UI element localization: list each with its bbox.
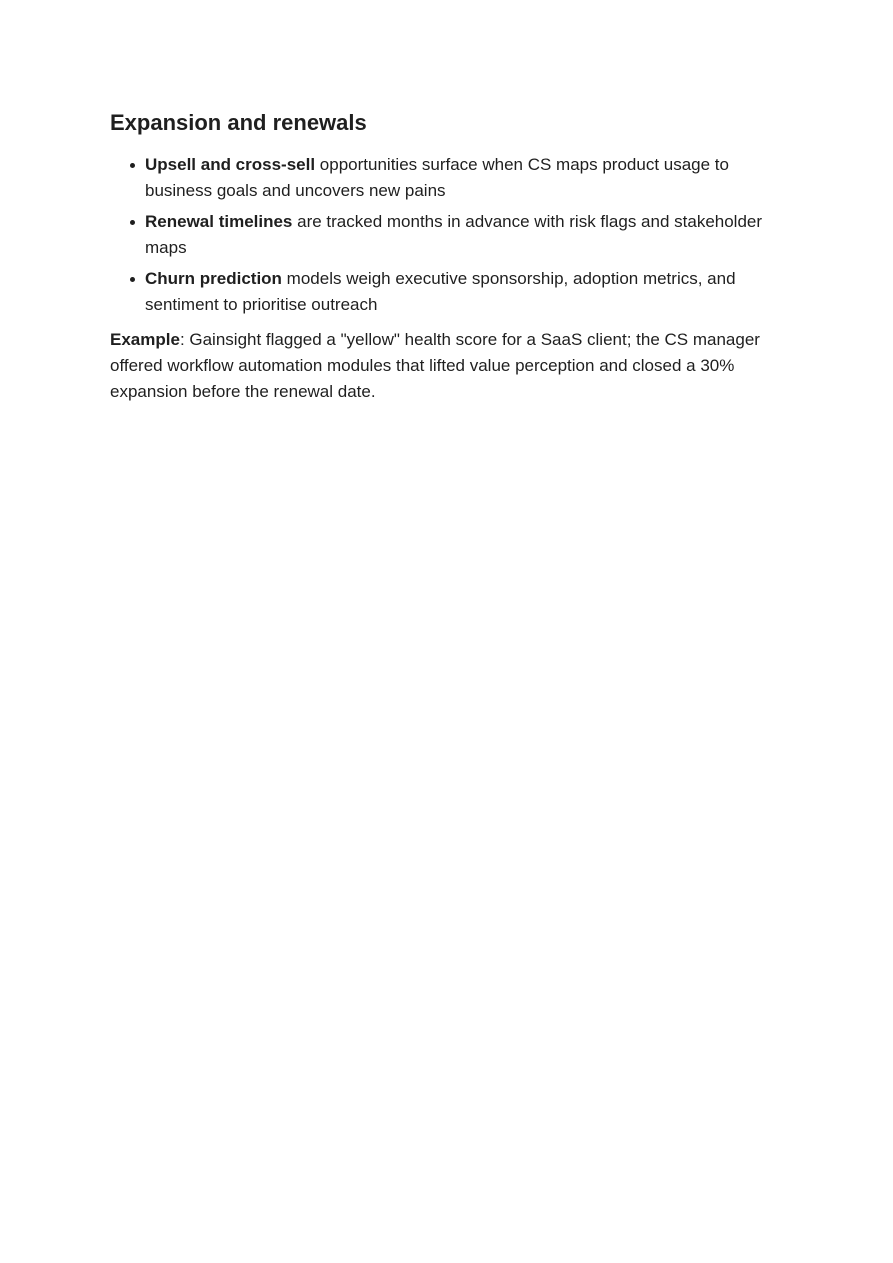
document-page — [110, 108, 790, 405]
list-item — [145, 266, 790, 318]
bullet-list — [110, 152, 790, 318]
list-item-text: models weigh executive sponsorship, adoption metrics, and sentiment to prioritise outreach — [145, 269, 736, 314]
list-item — [145, 152, 790, 204]
bullet-dot-icon — [130, 163, 135, 168]
list-item-emphasis: Renewal timelines — [145, 212, 293, 231]
bullet-dot-icon — [130, 277, 135, 282]
example-text: : Gainsight flagged a "yellow" health score for a SaaS client; the CS manager offered workflow automation modules that lifted value perception and closed a 30% expansion before the renewal date. — [110, 330, 760, 401]
list-item-text: opportunities surface when CS maps product usage to business goals and uncovers new pains — [145, 155, 729, 200]
bullet-dot-icon — [130, 220, 135, 225]
list-item — [145, 209, 790, 261]
list-item-emphasis: Churn prediction — [145, 269, 282, 288]
example-label: Example — [110, 330, 180, 349]
section-heading: Expansion and renewals — [110, 110, 367, 135]
list-item-emphasis: Upsell and cross-sell — [145, 155, 316, 174]
example-paragraph — [110, 327, 790, 405]
list-item-text: are tracked months in advance with risk flags and stakeholder maps — [145, 212, 763, 257]
